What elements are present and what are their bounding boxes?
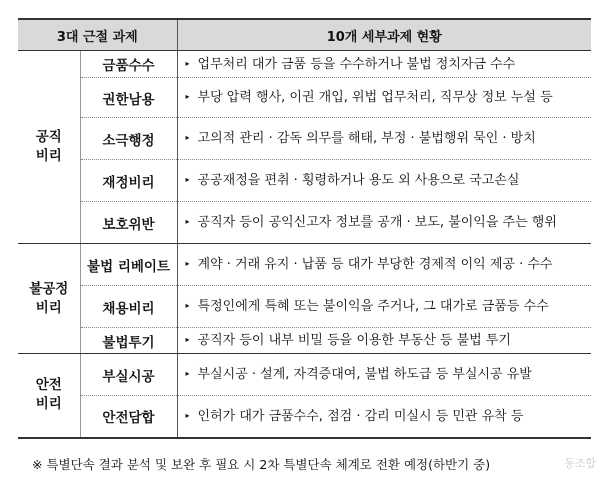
watermark: 동조합 [564, 457, 596, 470]
group-label-public-corruption: 공직 비리 [18, 51, 80, 244]
subtask-description: ▸ 계약 · 거래 유지 · 납품 등 대가 부당한 경제적 이익 제공 · 수수 [177, 244, 591, 286]
bullet-icon: ▸ [185, 175, 190, 184]
header-subtasks: 10개 세부과제 현황 [177, 19, 591, 51]
group-label-safety-corruption: 안전 비리 [18, 354, 80, 438]
bullet-icon: ▸ [185, 58, 190, 68]
subtask-name: 불법투기 [80, 328, 177, 354]
subtask-description: ▸ 인허가 대가 금품수수, 점검 · 감리 미실시 등 민관 유착 등 [177, 396, 591, 438]
bullet-icon: ▸ [185, 369, 190, 378]
subtask-description: ▸ 공직자 등이 내부 비밀 등을 이용한 부동산 등 불법 투기 [177, 328, 591, 354]
subtask-name: 채용비리 [80, 286, 177, 328]
group-label-unfair-corruption: 불공정 비리 [18, 244, 80, 354]
bullet-icon: ▸ [185, 217, 190, 226]
subtask-name: 안전담합 [80, 396, 177, 438]
anti-corruption-task-table [18, 18, 591, 439]
subtask-description: ▸ 고의적 관리 · 감독 의무를 해태, 부정 · 불법행위 묵인 · 방치 [177, 118, 591, 160]
subtask-name: 부실시공 [80, 354, 177, 396]
bullet-icon: ▸ [185, 301, 190, 310]
bullet-icon: ▸ [185, 410, 190, 420]
table-header-row [18, 19, 591, 51]
bullet-icon: ▸ [185, 133, 190, 142]
subtask-name: 소극행정 [80, 118, 177, 160]
table-row [18, 51, 591, 78]
table-row [18, 78, 591, 118]
table-row [18, 354, 591, 396]
subtask-name: 재정비리 [80, 160, 177, 202]
subtask-name: 보호위반 [80, 202, 177, 244]
subtask-description: ▸ 부당 압력 행사, 이권 개입, 위법 업무처리, 직무상 정보 누설 등 [177, 78, 591, 118]
header-categories: 3대 근절 과제 [18, 19, 177, 51]
table-row [18, 396, 591, 438]
subtask-description: ▸ 공직자 등이 공익신고자 정보를 공개 · 보도, 불이익을 주는 행위 [177, 202, 591, 244]
subtask-description: ▸ 특정인에게 특혜 또는 불이익을 주거나, 그 대가로 금품등 수수 [177, 286, 591, 328]
table-row [18, 202, 591, 244]
bullet-icon: ▸ [185, 259, 190, 268]
table-row [18, 160, 591, 202]
table-row [18, 118, 591, 160]
subtask-name: 금품수수 [80, 51, 177, 78]
subtask-description: ▸ 부실시공 · 설계, 자격증대여, 불법 하도급 등 부실시공 유발 [177, 354, 591, 396]
table-row [18, 286, 591, 328]
subtask-name: 권한남용 [80, 78, 177, 118]
footnote: ※ 특별단속 결과 분석 및 보완 후 필요 시 2차 특별단속 체계로 전환 예정(하반기 중) [32, 457, 491, 472]
bullet-icon: ▸ [185, 335, 190, 344]
subtask-description: ▸ 업무처리 대가 금품 등을 수수하거나 불법 정치자금 수수 [177, 51, 591, 78]
subtask-name: 불법 리베이트 [80, 244, 177, 286]
table-row [18, 328, 591, 354]
bullet-icon: ▸ [185, 92, 190, 101]
table-row [18, 244, 591, 286]
subtask-description: ▸ 공공재정을 편취 · 횡령하거나 용도 외 사용으로 국고손실 [177, 160, 591, 202]
